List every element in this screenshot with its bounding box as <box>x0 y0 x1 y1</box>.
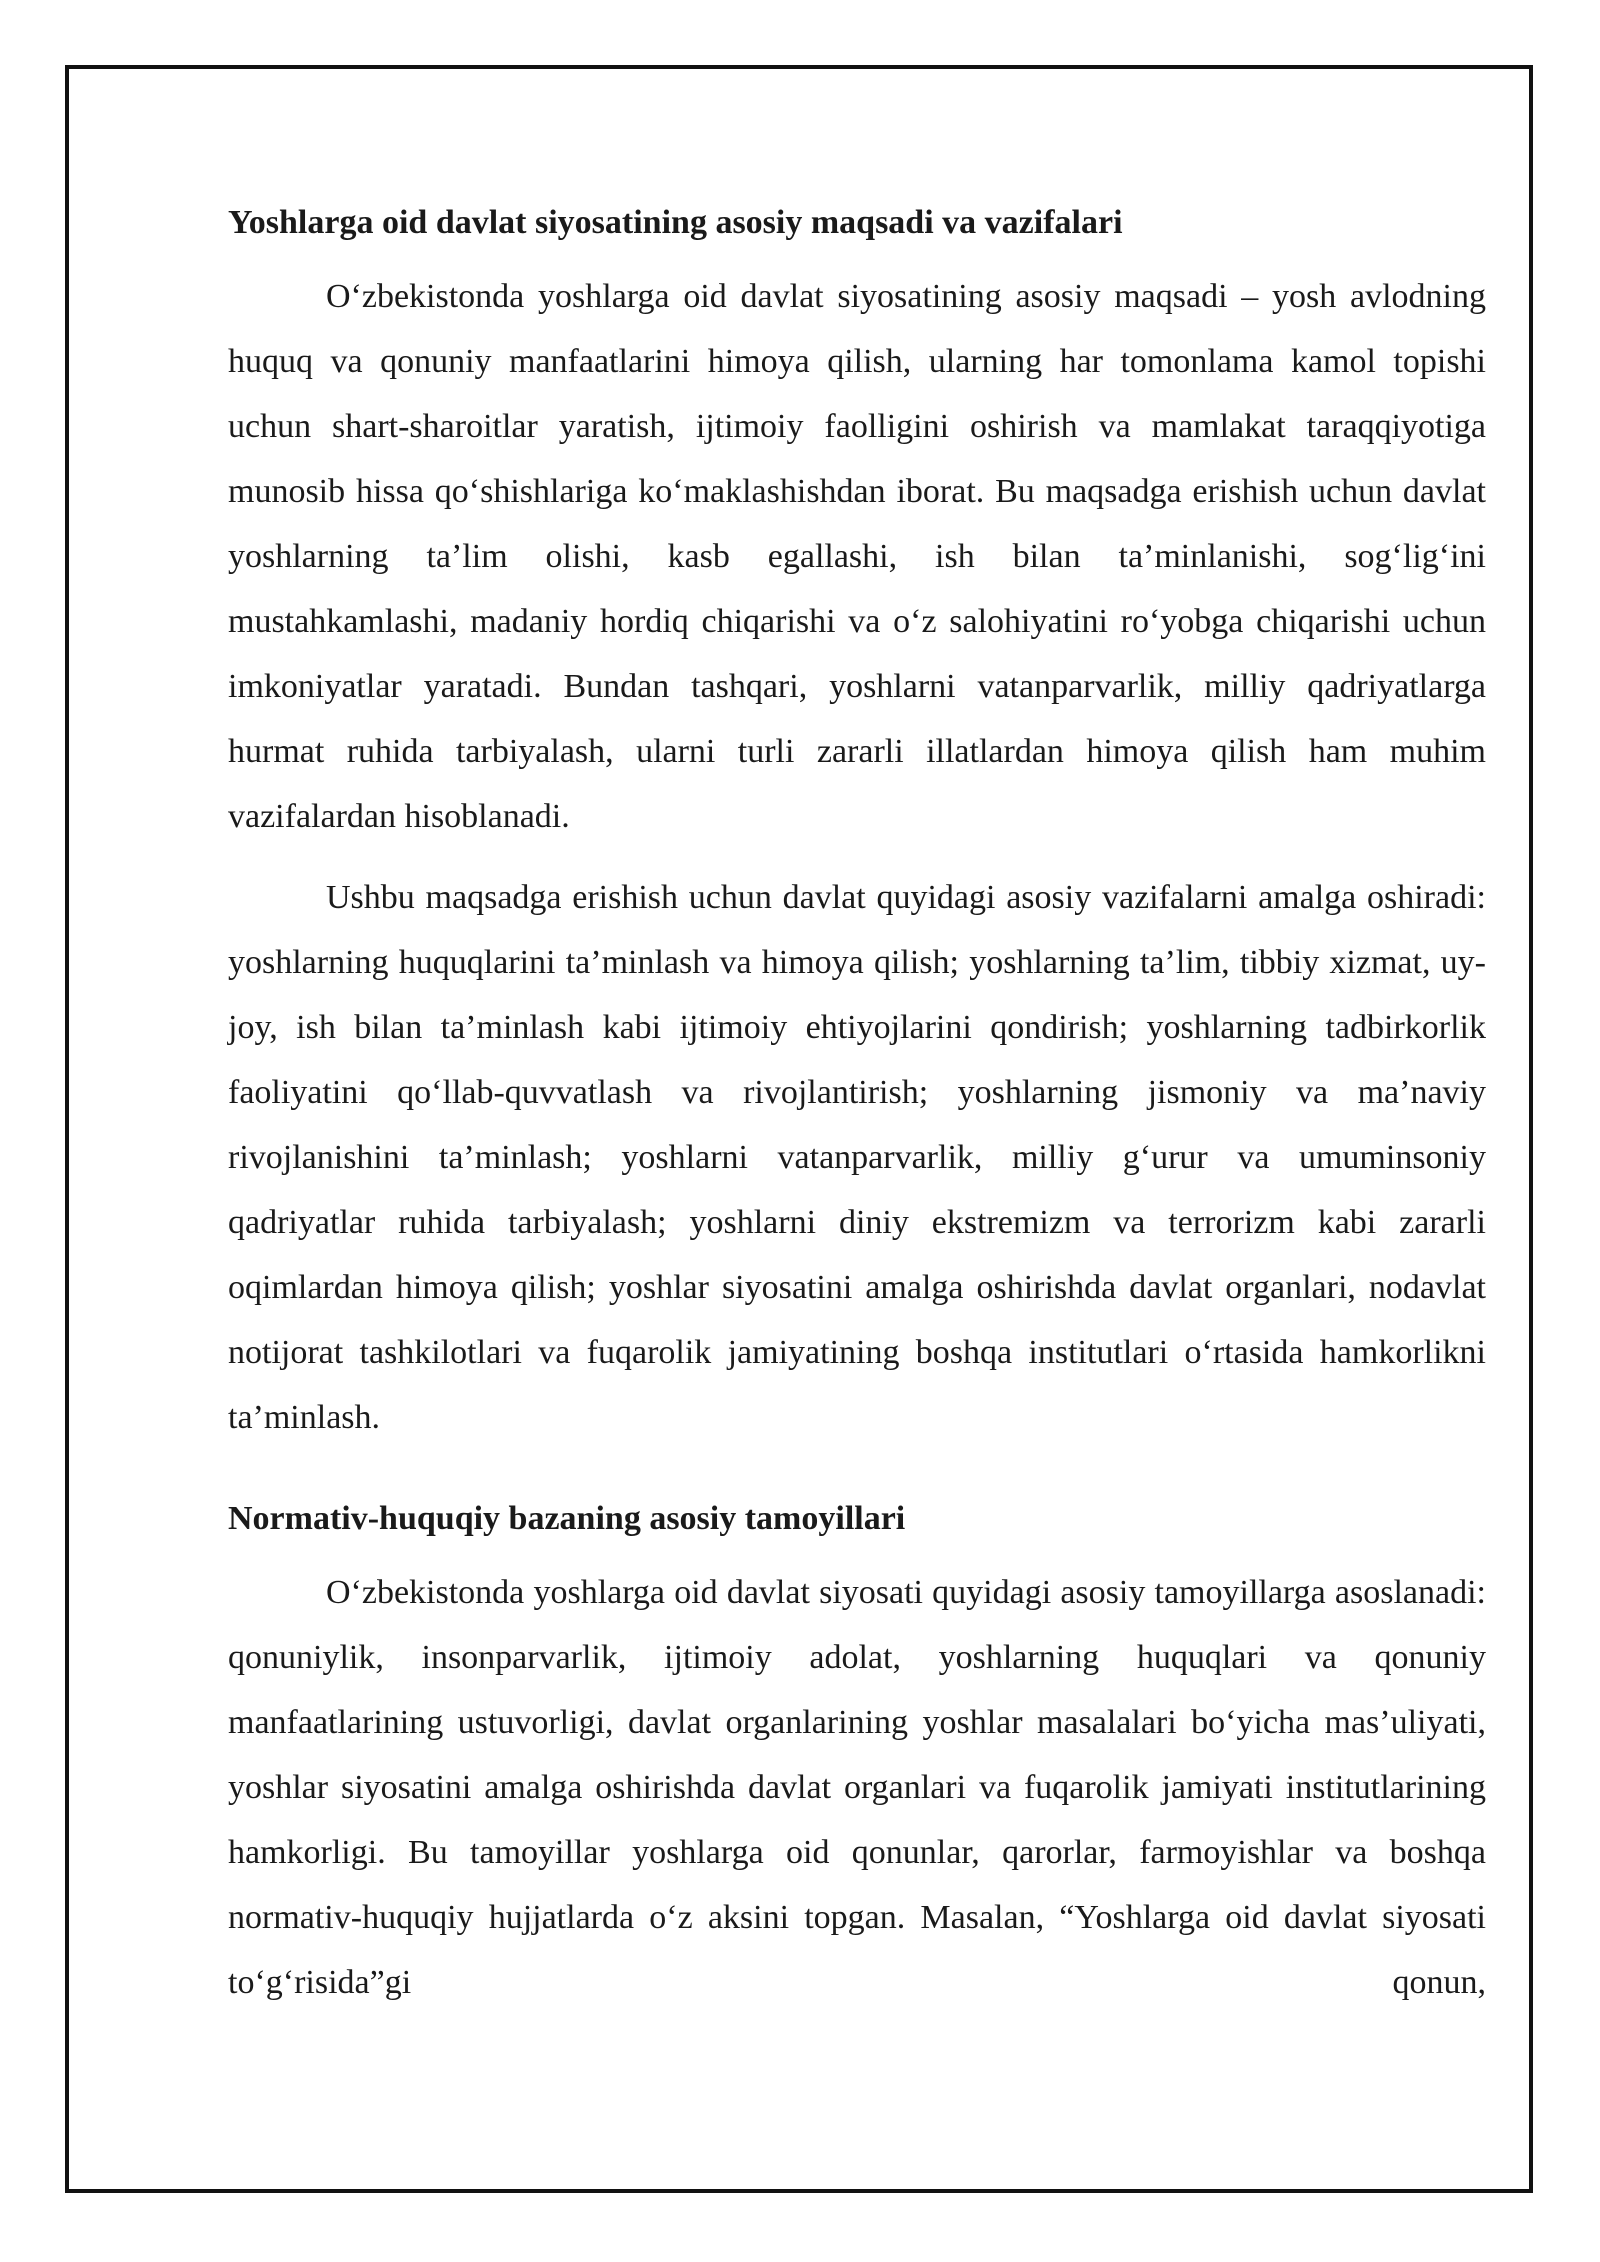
document-body <box>228 200 1486 2031</box>
paragraph-tasks: Ushbu maqsadga erishish uchun davlat quyidagi asosiy vazifalarni amalga oshiradi: yoshlarning huquqlarini ta’minlash va himoya qilish; yoshlarning ta’lim, tibbiy xizmat, uy-joy, ish bilan ta’minlash kabi ijtimoiy ehtiyojlarini qondirish; yoshlarning tadbirkorlik faoliyatini qo‘llab-quvvatlash va rivojlantirish; yoshlarning jismoniy va ma’naviy rivojlanishini ta’minlash; yoshlarni vatanparvarlik, milliy g‘urur va umuminsoniy qadriyatlar ruhida tarbiyalash; yoshlarni diniy ekstremizm va terrorizm kabi zararli oqimlardan himoya qilish; yoshlar siyosatini amalga oshirishda davlat organlari, nodavlat notijorat tashkilotlari va fuqarolik jamiyatining boshqa institutlari o‘rtasida hamkorlikni ta’minlash. <box>228 879 1486 1436</box>
section-heading-principles: Normativ-huquqiy bazaning asosiy tamoyillari <box>228 1500 906 1537</box>
paragraph-goals: O‘zbekistonda yoshlarga oid davlat siyosatining asosiy maqsadi – yosh avlodning huquq va qonuniy manfaatlarini himoya qilish, ularning har tomonlama kamol topishi uchun shart-sharoitlar yaratish, ijtimoiy faolligini oshirish va mamlakat taraqqiyotiga munosib hissa qo‘shishlariga ko‘maklashishdan iborat. Bu maqsadga erishish uchun davlat yoshlarning ta’lim olishi, kasb egallashi, ish bilan ta’minlanishi, sog‘lig‘ini mustahkamlashi, madaniy hordiq chiqarishi va o‘z salohiyatini ro‘yobga chiqarishi uchun imkoniyatlar yaratadi. Bundan tashqari, yoshlarni vatanparvarlik, milliy qadriyatlarga hurmat ruhida tarbiyalash, ularni turli zararli illatlardan himoya qilish ham muhim vazifalardan hisoblanadi. <box>228 278 1486 835</box>
section-heading-goals: Yoshlarga oid davlat siyosatining asosiy maqsadi va vazifalari <box>228 204 1123 241</box>
paragraph-principles: O‘zbekistonda yoshlarga oid davlat siyosati quyidagi asosiy tamoyillarga asoslanadi: qonuniylik, insonparvarlik, ijtimoiy adolat, yoshlarning huquqlari va qonuniy manfaatlarining ustuvorligi, davlat organlarining yoshlar masalalari bo‘yicha mas’uliyati, yoshlar siyosatini amalga oshirishda davlat organlari va fuqarolik jamiyati institutlarining hamkorligi. Bu tamoyillar yoshlarga oid qonunlar, qarorlar, farmoyishlar va boshqa normativ-huquqiy hujjatlarda o‘z aksini topgan. Masalan, “Yoshlarga oid davlat siyosati to‘g‘risida”gi qonun, <box>228 1574 1486 2001</box>
